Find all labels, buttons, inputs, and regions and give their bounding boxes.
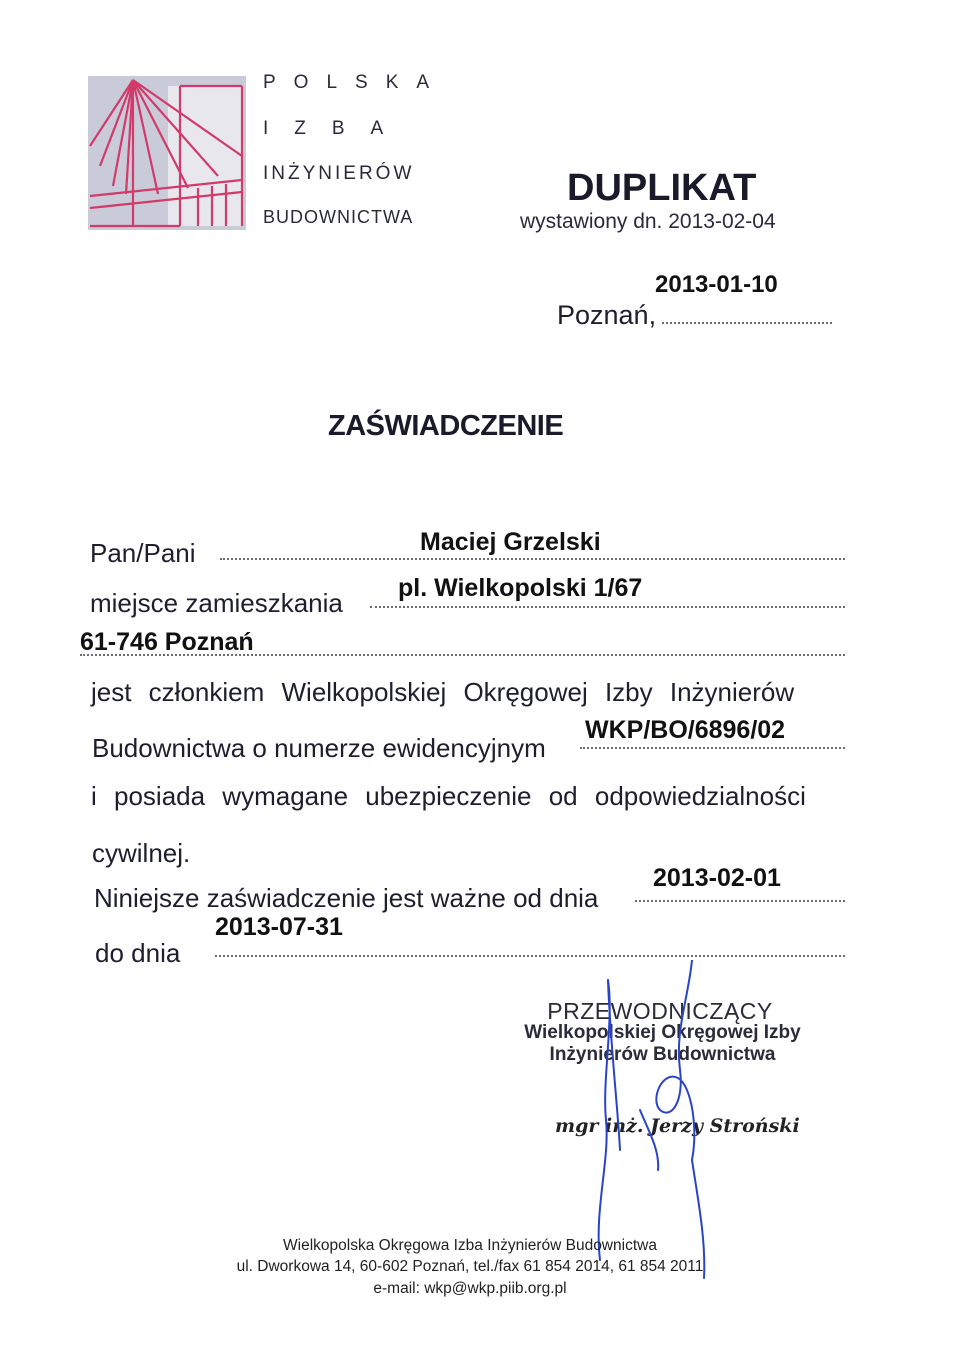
logo-graphic (88, 76, 246, 230)
document-date: 2013-01-10 (655, 271, 778, 298)
name-dotted-line (220, 558, 845, 560)
duplicate-issue-date: wystawiony dn. 2013-02-04 (520, 210, 776, 233)
duplicate-stamp-title: DUPLIKAT (567, 167, 757, 209)
document-title: ZAŚWIADCZENIE (328, 410, 564, 442)
body-line-4: cywilnej. (92, 838, 191, 868)
signature-org-line-2: Inżynierów Budownictwa (549, 1044, 776, 1065)
footer-line-2: ul. Dworkowa 14, 60-602 Poznań, tel./fax 61 854 2014, 61 854 2011 (236, 1258, 704, 1275)
body-line-2: Budownictwa o numerze ewidencyjnym (92, 733, 546, 763)
name-value: Maciej Grzelski (420, 528, 601, 556)
registration-dotted-line (580, 747, 845, 749)
bridge-logo-icon (88, 76, 246, 230)
until-label: do dnia (95, 938, 181, 968)
logo-line-1: POLSKA (263, 72, 448, 93)
validity-label: Niniejsze zaświadczenie jest ważne od dnia (94, 883, 599, 913)
valid-from-date: 2013-02-01 (653, 864, 781, 892)
handwritten-signature (580, 960, 720, 1280)
footer-line-1: Wielkopolska Okręgowa Izba Inżynierów Budownictwa (283, 1237, 657, 1254)
logo-line-4: BUDOWNICTWA (263, 207, 414, 227)
logo-line-3: INŻYNIERÓW (263, 163, 415, 184)
document-place: Poznań, (557, 300, 657, 330)
name-label: Pan/Pani (90, 538, 196, 568)
date-dotted-line (662, 322, 832, 324)
registration-number: WKP/BO/6896/02 (585, 716, 786, 744)
valid-to-date: 2013-07-31 (215, 913, 343, 941)
address-value: pl. Wielkopolski 1/67 (398, 574, 643, 602)
address-city-dotted-line (80, 654, 845, 656)
valid-to-dotted-line (215, 955, 845, 957)
valid-from-dotted-line (635, 900, 845, 902)
address-dotted-line (370, 606, 845, 608)
body-line-1: jest członkiem Wielkopolskiej Okręgowej Izby Inżynierów (91, 677, 795, 707)
logo-line-2: IZBA (263, 118, 410, 139)
signature-stroke-icon (580, 960, 720, 1280)
address-city-value: 61-746 Poznań (80, 628, 254, 656)
footer-line-3: e-mail: wkp@wkp.piib.org.pl (373, 1280, 567, 1297)
signature-org-line-1: Wielkopolskiej Okręgowej Izby (524, 1022, 801, 1043)
body-line-3: i posiada wymagane ubezpieczenie od odpowiedzialności (91, 781, 806, 811)
signatory-name: mgr inż. Jerzy Stroński (555, 1115, 800, 1137)
signature-role: PRZEWODNICZĄCY (547, 998, 773, 1024)
address-label: miejsce zamieszkania (90, 588, 343, 618)
